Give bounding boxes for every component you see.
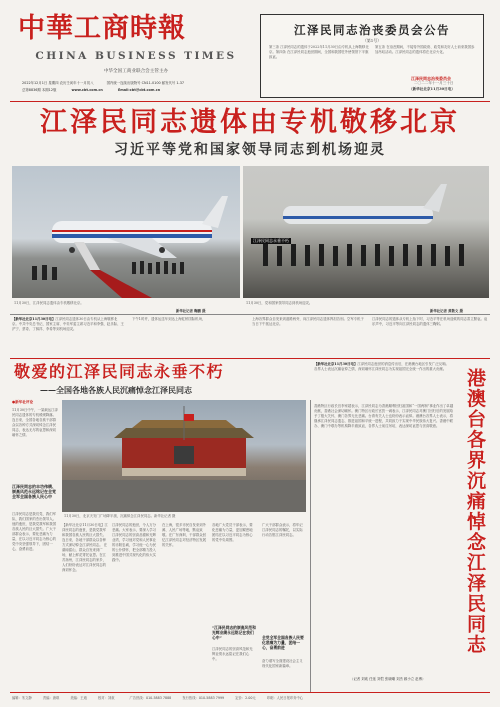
article1-col2: [132, 317, 244, 355]
footer-item: 编辑：朱文静: [12, 696, 32, 700]
article1-lead2: 下午1时许，遗体运送车到达上海虹桥国际机场，: [132, 317, 206, 321]
masthead-title: 中華工商時報: [18, 13, 186, 44]
right-photo-credit: 新华社记者 黄敬文 摄: [430, 309, 463, 313]
footer-item: 校对：刘欢: [97, 696, 115, 700]
masthead-slogan: 中华全国工商业联合会主管主办: [103, 69, 169, 74]
right-photo-caption: 11月30日，党和国家领导同志到机场迎灵。: [246, 301, 313, 305]
article1-col3-text: 上海各界群众自发来到道路两旁，向江泽民同志遗体挥泪告别。空军专机于当日下午抵达北京。: [252, 317, 364, 326]
footer-item: 美编：王迪: [70, 696, 87, 700]
article1-col1: [12, 317, 124, 355]
hk-intro: [314, 362, 452, 402]
tiananmen-caption: 11月30日，北京天安门广场降半旗，沉痛悼念江泽民同志。新华社记者 摄: [64, 514, 176, 518]
footer-bar: [12, 695, 490, 703]
masthead-website[interactable]: www.cbt.com.cn: [71, 88, 103, 92]
footer-item: 发行热线：010-5883 7999: [182, 696, 225, 700]
quote-head-1: “江泽民同志的崇高风范和光辉业绩永远铭记在我们心中”: [212, 625, 256, 640]
footer-item: 广告热线：010-5883 7888: [129, 696, 172, 700]
editorial-body1: 【新华社北京11月30日电】江泽民同志的逝世，是我党我军和我国各族人民的巨大损失。连日来，各地干部群众以各种方式深切悼念江泽民同志。: [62, 523, 108, 547]
hk-headline: 港澳台各界沉痛悼念江泽民同志: [464, 368, 486, 655]
masthead-issue: 总第8836期 本期12版: [22, 88, 57, 92]
notice-subtitle: （第1号）: [362, 38, 382, 43]
hk-body: 江泽民同志逝世的消息传出后，在港澳台地区引发广泛反响。各界人士表达沉痛哀悼之情，深切缅怀江泽民同志为实现祖国完全统一作出的重大贡献。: [314, 362, 449, 371]
notice-date: 二〇二二年十一月三十日: [414, 81, 454, 85]
sidebar-head: 江泽民同志的丰功伟绩、崇高风范永远铭记在全党全军全国各族人民心中: [12, 484, 56, 500]
masthead-subtitle-en: CHINA BUSINESS TIMES: [35, 50, 237, 62]
footer-item: 定价：2.00元: [235, 696, 256, 700]
funeral-notice: 江泽民同志治丧委员会公告 （第1号） 第三条 江泽民同志的遗体于2022年11月30日由专机从上海敬移北京。第四条 在江泽民同志逝世期间，全国和我国驻外使领馆下半旗致哀。 第五条 在治丧期间，不接待外国政府、政党和友好人士前来我国参加吊唁活动。江泽民同志的遗体将在北京火化。 江泽民同志治丧委员会 二〇二二年十一月三十日 （新华社北京11月30日电）: [260, 14, 484, 98]
editorial-subtitle: ——全国各地各族人民沉痛悼念江泽民同志: [40, 385, 192, 395]
sidebar-title: ●新华社评论: [12, 400, 34, 404]
footer-item: 责编：唐琪: [42, 696, 60, 700]
editorial-sidebar: ●新华社评论 11月30日中午，一架载运江泽民同志遗体的专机缓缓降落。连日来，全国各地各族干部群众以各种方式深切悼念江泽民同志，表达无尽的哀思和深切缅怀之情。 江泽民同志的丰功伟绩、崇高风范永远铭记在全党全军全国各族人民心中 江泽民同志是我们党、我们军队、我们国家的杰出领导人。他的逝世，是我党我军和我国各族人民的巨大损失。广大干部群众表示，要化悲痛为力量，在以习近平同志为核心的党中央坚强领导下，团结一心，奋勇前进。: [12, 400, 58, 551]
article1-body: 江泽民同志遗体30日由专机从上海敬移北京。中共中央总书记、国家主席、中央军委主席习近平和李强、赵乐际、王沪宁、蔡奇、丁薛祥、李希等到机场迎灵。: [12, 317, 124, 331]
tiananmen-photo: [62, 400, 306, 512]
masthead-date: 2022年12月1日 星期四 农历壬寅年十一月初八: [22, 81, 94, 85]
notice-signature: 江泽民同志治丧委员会: [411, 76, 451, 81]
left-photo-caption: 11月30日，江泽民同志遗体由专机敬移北京。: [14, 301, 84, 305]
article1-lead: 【新华社北京11月30日电】: [12, 317, 56, 321]
editorial-col3: 在上海，很多市民自发来到外滩、人民广场等地，默哀致敬。在广东深圳，干部群众回忆江泽民同志对经济特区发展的关怀。: [162, 523, 207, 547]
main-headline: 江泽民同志遗体由专机敬移北京: [40, 107, 460, 138]
masthead-email[interactable]: Email:cbt@cbt.com.cn: [117, 88, 161, 92]
editorial-col1: 【新华社北京11月30日电】江泽民同志的逝世，是我党我军和我国各族人民的巨大损失。连日来，各地干部群众以各种方式深切悼念江泽民同志。 在湖南韶山，群众自发来到广场，献上鲜花寄托哀思。在江苏扬州，江泽民同志的家乡，人们纷纷表达对江泽民同志的深切怀念。: [62, 523, 108, 572]
editorial-col2: 江泽民同志的逝世，令人万分悲痛。大家表示，要深入学习江泽民同志的崇高品德和光辉业绩，学习他对党和人民事业的赤胆忠诚，学习他一心为民的公仆情怀，把全部精力投入到推进中国式现代化的伟大实践中。: [112, 523, 157, 562]
masthead-issn: 国内统一连续出版物号 CN11-0100 邮发代号 1-37: [106, 81, 185, 85]
article1-col3: [252, 317, 364, 355]
airport-photo-left: [12, 166, 240, 298]
left-photo-credit: 新华社记者 鞠鹏 摄: [176, 309, 206, 313]
notice-title: 江泽民同志治丧委员会公告: [294, 23, 450, 37]
photo-banner: 江泽民同志永垂不朽: [253, 238, 289, 243]
main-subheadline: 习近平等党和国家领导同志到机场迎灵: [114, 142, 386, 158]
notice-source: （新华社北京11月30日电）: [409, 87, 455, 91]
hk-footer: （记者 刘欢 任延 刘恺 张晓曦 刘杰 顾小立 赵博）: [350, 677, 426, 681]
hk-lead: 【新华社北京11月30日电】: [314, 362, 358, 366]
masthead: [18, 12, 254, 98]
hk-col-text: 香港特区行政长官李家超表示，江泽民同志为香港顺利回归祖国和“一国两制”事业作出了卓越贡献，香港社会深切缅怀。澳门特区行政长官贺一诚表示，江泽民同志对澳门回归后的发展给予了极大关怀，澳门各界无比悲痛。台湾有关人士也纷纷表示哀悼。港澳台各界人士表示，将继承江泽民同志遗志，推进祖国和平统一进程，共同致力于实现中华民族伟大复兴。香港中联办、澳门中联办等机构降半旗致哀，各界人士前往吊唁，表达深切哀思与崇高敬意。: [314, 404, 454, 428]
quote-head-2: 全党全军全国各族人民要化悲痛为力量，团结一心，奋勇前进: [262, 635, 304, 650]
airport-photo-right: [243, 166, 489, 298]
footer-item: 印刷：人民日报印务中心: [266, 696, 304, 700]
editorial-title: 敬爱的江泽民同志永垂不朽: [14, 362, 225, 381]
